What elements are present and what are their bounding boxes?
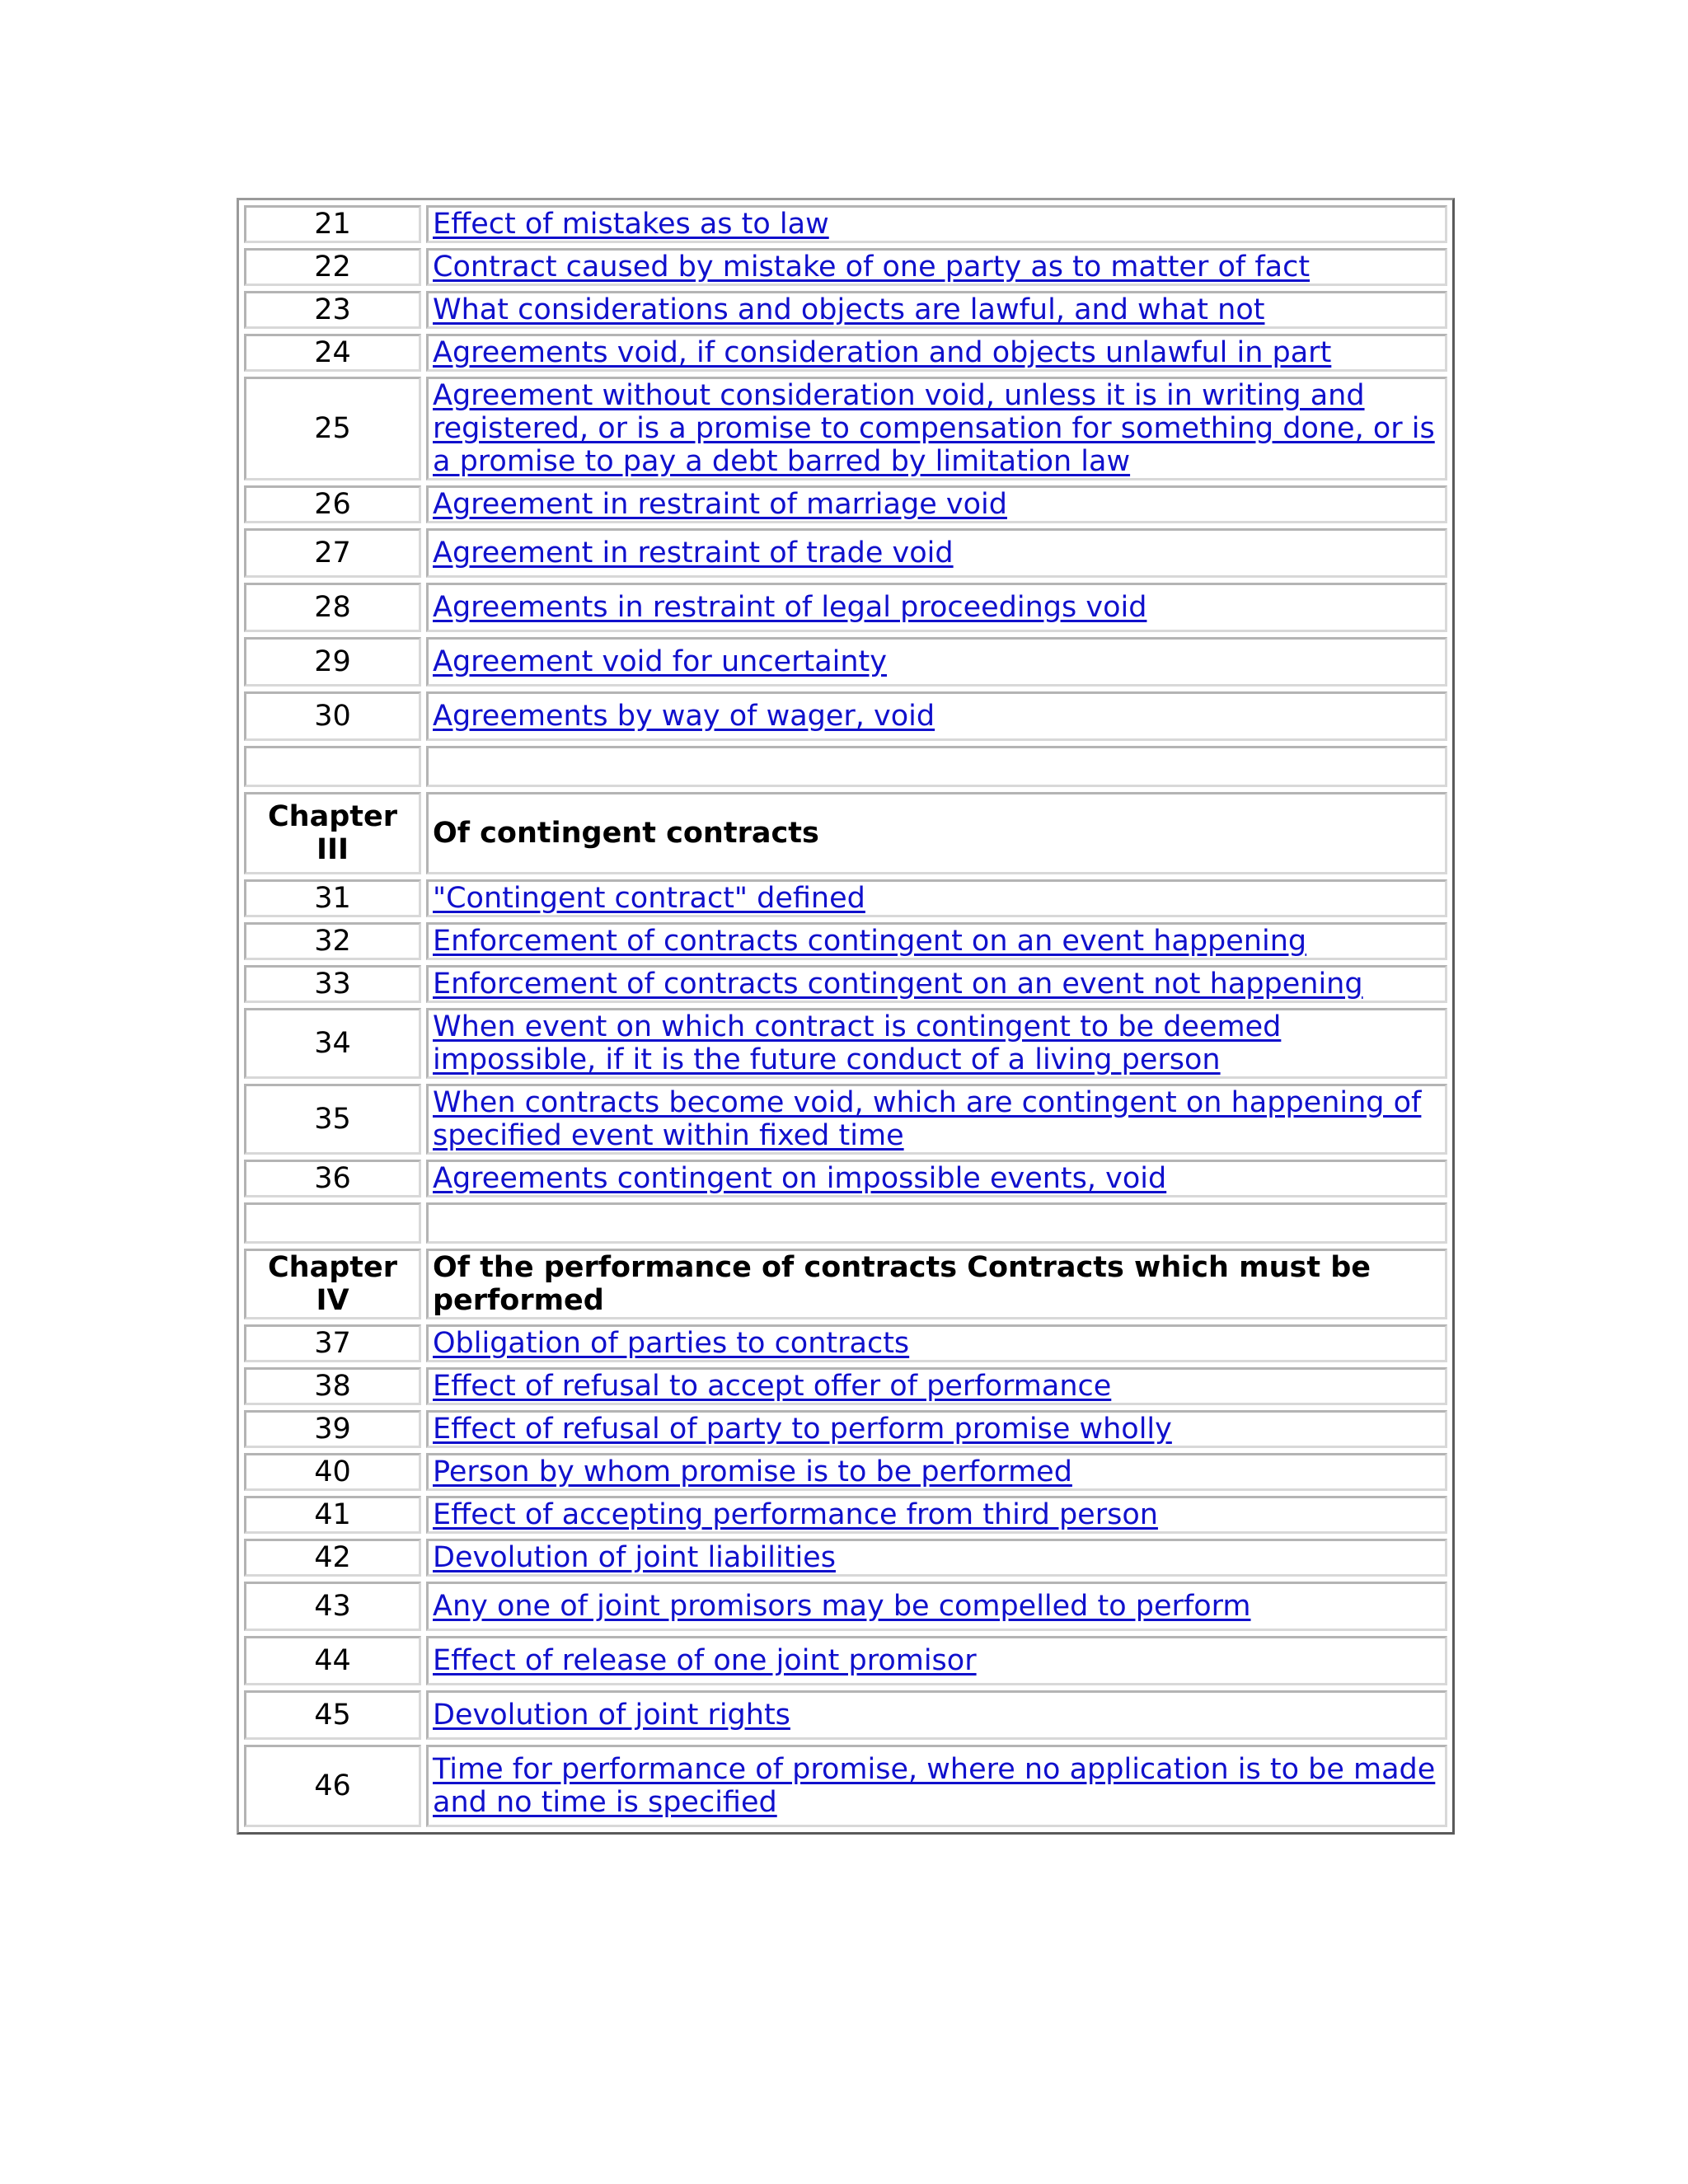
table-row — [244, 1453, 1447, 1491]
blank-cell — [244, 746, 421, 787]
table-row — [244, 1582, 1447, 1631]
table-row — [244, 583, 1447, 632]
section-cell — [426, 528, 1447, 578]
section-number: 46 — [244, 1745, 421, 1827]
section-cell — [426, 1324, 1447, 1362]
blank-row — [244, 746, 1447, 787]
table-row — [244, 528, 1447, 578]
table-row — [244, 205, 1447, 243]
section-link[interactable]: When contracts become void, which are contingent on happening of specified event within fixed time — [433, 1086, 1422, 1152]
section-link[interactable]: Effect of release of one joint promisor — [433, 1644, 977, 1677]
chapter-title: Of the performance of contracts Contracts which must be performed — [426, 1249, 1447, 1319]
section-number: 45 — [244, 1690, 421, 1740]
table-row — [244, 377, 1447, 480]
chapter-row — [244, 1249, 1447, 1319]
section-cell — [426, 334, 1447, 372]
section-number: 36 — [244, 1160, 421, 1197]
table-row — [244, 637, 1447, 687]
section-cell — [426, 1084, 1447, 1155]
blank-cell — [426, 1202, 1447, 1244]
section-cell — [426, 377, 1447, 480]
section-link[interactable]: Agreements in restraint of legal proceedings void — [433, 591, 1147, 624]
section-number: 42 — [244, 1539, 421, 1577]
section-cell — [426, 1453, 1447, 1491]
section-number: 34 — [244, 1008, 421, 1079]
table-row — [244, 691, 1447, 741]
section-link[interactable]: Person by whom promise is to be performed — [433, 1455, 1072, 1488]
table-row — [244, 1636, 1447, 1685]
section-cell — [426, 205, 1447, 243]
section-link[interactable]: Agreements void, if consideration and objects unlawful in part — [433, 336, 1332, 369]
section-number: 21 — [244, 205, 421, 243]
section-link[interactable]: When event on which contract is contingent to be deemed impossible, if it is the future conduct of a living person — [433, 1010, 1282, 1076]
section-number: 25 — [244, 377, 421, 480]
section-cell — [426, 485, 1447, 523]
section-cell — [426, 879, 1447, 917]
table-row — [244, 1496, 1447, 1534]
section-link[interactable]: Any one of joint promisors may be compelled to perform — [433, 1590, 1251, 1623]
section-cell — [426, 1410, 1447, 1448]
section-cell — [426, 637, 1447, 687]
section-cell — [426, 1745, 1447, 1827]
section-number: 43 — [244, 1582, 421, 1631]
table-row — [244, 879, 1447, 917]
section-number: 33 — [244, 965, 421, 1003]
section-cell — [426, 691, 1447, 741]
blank-cell — [244, 1202, 421, 1244]
section-number: 44 — [244, 1636, 421, 1685]
section-cell — [426, 248, 1447, 286]
section-number: 32 — [244, 922, 421, 960]
section-link[interactable]: Agreement in restraint of marriage void — [433, 488, 1007, 521]
section-link[interactable]: Agreement in restraint of trade void — [433, 537, 954, 569]
table-row — [244, 1410, 1447, 1448]
section-cell — [426, 1008, 1447, 1079]
blank-cell — [426, 746, 1447, 787]
section-cell — [426, 583, 1447, 632]
section-link[interactable]: Contract caused by mistake of one party as to matter of fact — [433, 251, 1311, 284]
chapter-row — [244, 792, 1447, 874]
section-number: 29 — [244, 637, 421, 687]
section-link[interactable]: Effect of refusal to accept offer of performance — [433, 1370, 1112, 1403]
section-link[interactable]: Agreement without consideration void, unless it is in writing and registered, or is a promise to compensation for something done, or is a promise to pay a debt barred by limitation law — [433, 379, 1435, 478]
section-link[interactable]: Effect of accepting performance from third person — [433, 1498, 1158, 1531]
section-link[interactable]: Agreements contingent on impossible events, void — [433, 1162, 1167, 1195]
table-row — [244, 1160, 1447, 1197]
chapter-title: Of contingent contracts — [426, 792, 1447, 874]
section-number: 30 — [244, 691, 421, 741]
section-number: 31 — [244, 879, 421, 917]
section-cell — [426, 1367, 1447, 1405]
table-row — [244, 291, 1447, 329]
chapter-label: Chapter IV — [244, 1249, 421, 1319]
blank-row — [244, 1202, 1447, 1244]
section-number: 37 — [244, 1324, 421, 1362]
section-number: 23 — [244, 291, 421, 329]
section-link[interactable]: Agreements by way of wager, void — [433, 700, 935, 733]
section-link[interactable]: Effect of refusal of party to perform promise wholly — [433, 1413, 1172, 1446]
table-row — [244, 922, 1447, 960]
section-cell — [426, 1636, 1447, 1685]
section-cell — [426, 291, 1447, 329]
section-cell — [426, 1690, 1447, 1740]
section-cell — [426, 1582, 1447, 1631]
section-number: 28 — [244, 583, 421, 632]
section-link[interactable]: Obligation of parties to contracts — [433, 1327, 910, 1360]
section-link[interactable]: What considerations and objects are lawful, and what not — [433, 293, 1265, 326]
section-link[interactable]: Enforcement of contracts contingent on an event happening — [433, 925, 1307, 958]
chapter-label: Chapter III — [244, 792, 421, 874]
section-link[interactable]: Devolution of joint rights — [433, 1699, 790, 1732]
section-number: 26 — [244, 485, 421, 523]
section-number: 41 — [244, 1496, 421, 1534]
section-cell — [426, 1539, 1447, 1577]
section-link[interactable]: Time for performance of promise, where no application is to be made and no time is specified — [433, 1753, 1436, 1819]
table-row — [244, 1690, 1447, 1740]
section-cell — [426, 1496, 1447, 1534]
section-link[interactable]: "Contingent contract" defined — [433, 882, 865, 915]
table-row — [244, 1324, 1447, 1362]
section-number: 22 — [244, 248, 421, 286]
table-row — [244, 1745, 1447, 1827]
table-row — [244, 1008, 1447, 1079]
table-row — [244, 1539, 1447, 1577]
section-number: 24 — [244, 334, 421, 372]
section-link[interactable]: Enforcement of contracts contingent on an event not happening — [433, 968, 1363, 1001]
section-link[interactable]: Effect of mistakes as to law — [433, 208, 829, 241]
section-number: 40 — [244, 1453, 421, 1491]
table-row — [244, 248, 1447, 286]
table-row — [244, 334, 1447, 372]
section-cell — [426, 922, 1447, 960]
section-number: 27 — [244, 528, 421, 578]
table-row — [244, 1367, 1447, 1405]
section-number: 39 — [244, 1410, 421, 1448]
table-row — [244, 485, 1447, 523]
table-of-contents — [237, 198, 1455, 1835]
section-number: 38 — [244, 1367, 421, 1405]
section-link[interactable]: Agreement void for uncertainty — [433, 645, 887, 678]
table-row — [244, 1084, 1447, 1155]
section-link[interactable]: Devolution of joint liabilities — [433, 1541, 836, 1574]
section-cell — [426, 965, 1447, 1003]
section-cell — [426, 1160, 1447, 1197]
table-row — [244, 965, 1447, 1003]
section-number: 35 — [244, 1084, 421, 1155]
